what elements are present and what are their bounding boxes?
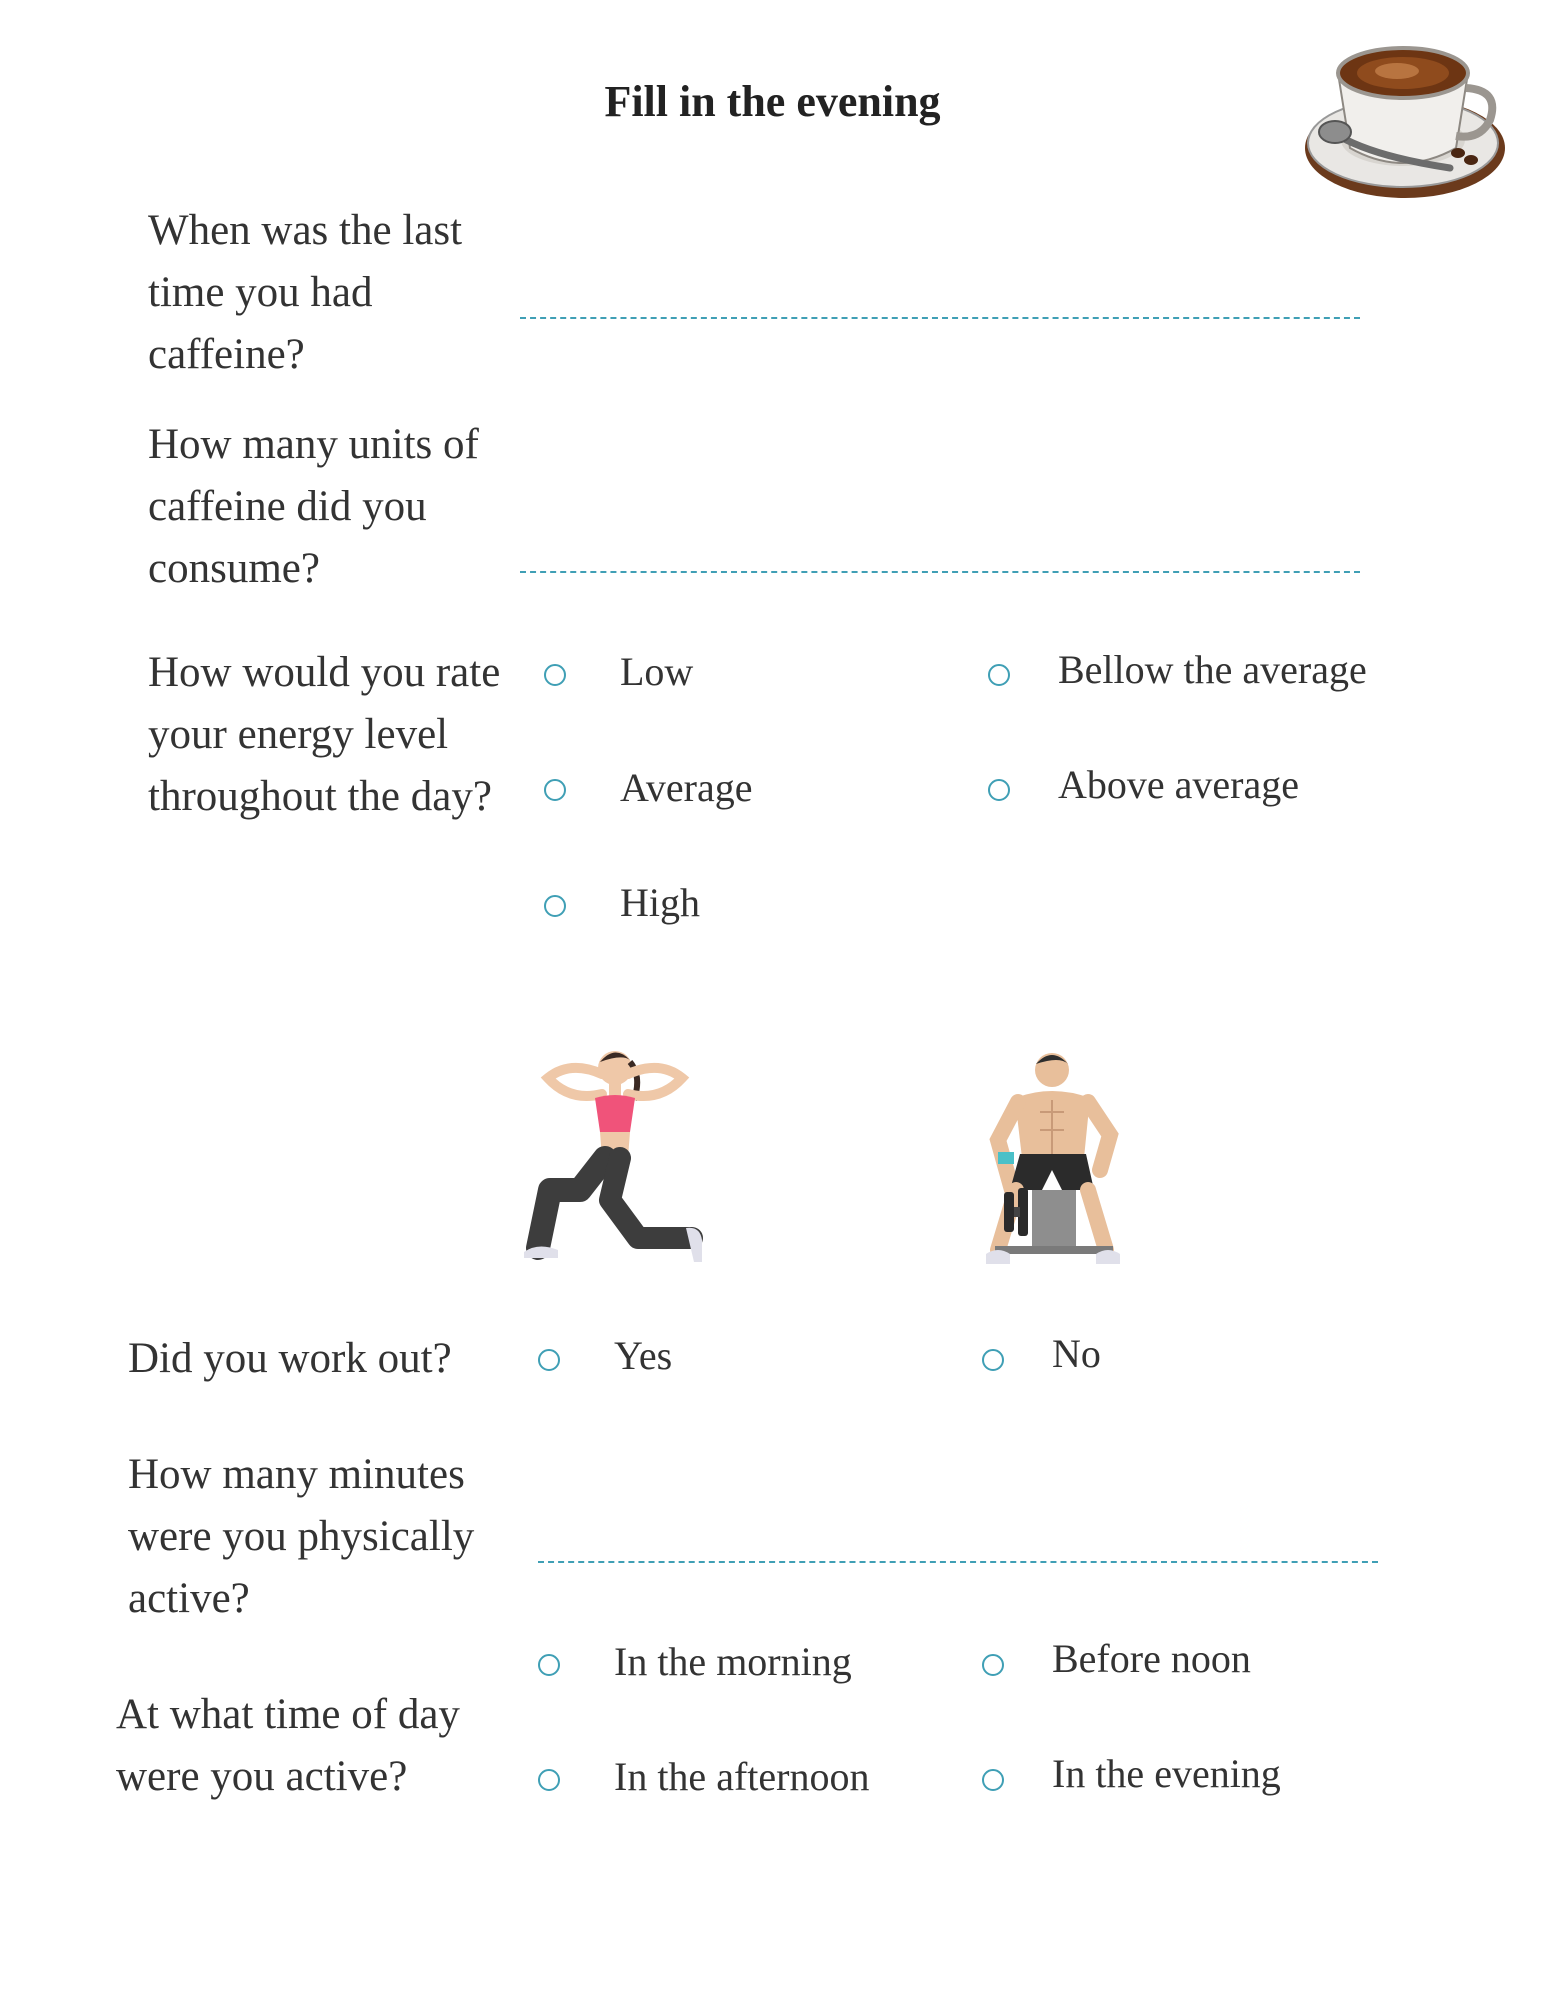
radio-icon[interactable] xyxy=(988,779,1010,801)
option-above-average: Above average xyxy=(1058,762,1299,807)
radio-icon[interactable] xyxy=(988,664,1010,686)
question-active-minutes: How many minutes were you physically active? xyxy=(128,1451,475,1622)
question-work-out: Did you work out? xyxy=(128,1335,452,1382)
option-in-the-evening: In the evening xyxy=(1052,1751,1281,1796)
radio-icon[interactable] xyxy=(538,1654,560,1676)
radio-icon[interactable] xyxy=(544,895,566,917)
option-yes: Yes xyxy=(614,1333,673,1378)
coffee-cup-icon xyxy=(1300,28,1510,208)
answer-line-last-caffeine[interactable] xyxy=(520,317,1360,319)
question-energy-level: How would you rate your energy level throughout the day? xyxy=(148,649,501,820)
woman-lunge-icon xyxy=(510,1040,710,1270)
radio-icon[interactable] xyxy=(544,664,566,686)
radio-icon[interactable] xyxy=(538,1349,560,1371)
option-average: Average xyxy=(620,765,753,810)
answer-line-active-minutes[interactable] xyxy=(538,1561,1378,1563)
option-bellow-average: Bellow the average xyxy=(1058,647,1367,692)
answer-line-caffeine-units[interactable] xyxy=(520,571,1360,573)
question-last-caffeine: When was the last time you had caffeine? xyxy=(148,207,463,378)
man-dumbbell-icon xyxy=(960,1040,1140,1270)
radio-icon[interactable] xyxy=(538,1769,560,1791)
option-in-the-morning: In the morning xyxy=(614,1639,852,1684)
radio-icon[interactable] xyxy=(544,779,566,801)
question-caffeine-units: How many units of caffeine did you consume? xyxy=(148,421,479,592)
radio-icon[interactable] xyxy=(982,1769,1004,1791)
option-low: Low xyxy=(620,649,694,694)
question-active-time: At what time of day were you active? xyxy=(116,1691,460,1800)
page-title: Fill in the evening xyxy=(604,77,941,126)
option-high: High xyxy=(620,880,700,925)
radio-icon[interactable] xyxy=(982,1654,1004,1676)
option-in-the-afternoon: In the afternoon xyxy=(614,1754,870,1799)
radio-icon[interactable] xyxy=(982,1349,1004,1371)
option-before-noon: Before noon xyxy=(1052,1636,1251,1681)
option-no: No xyxy=(1052,1331,1101,1376)
